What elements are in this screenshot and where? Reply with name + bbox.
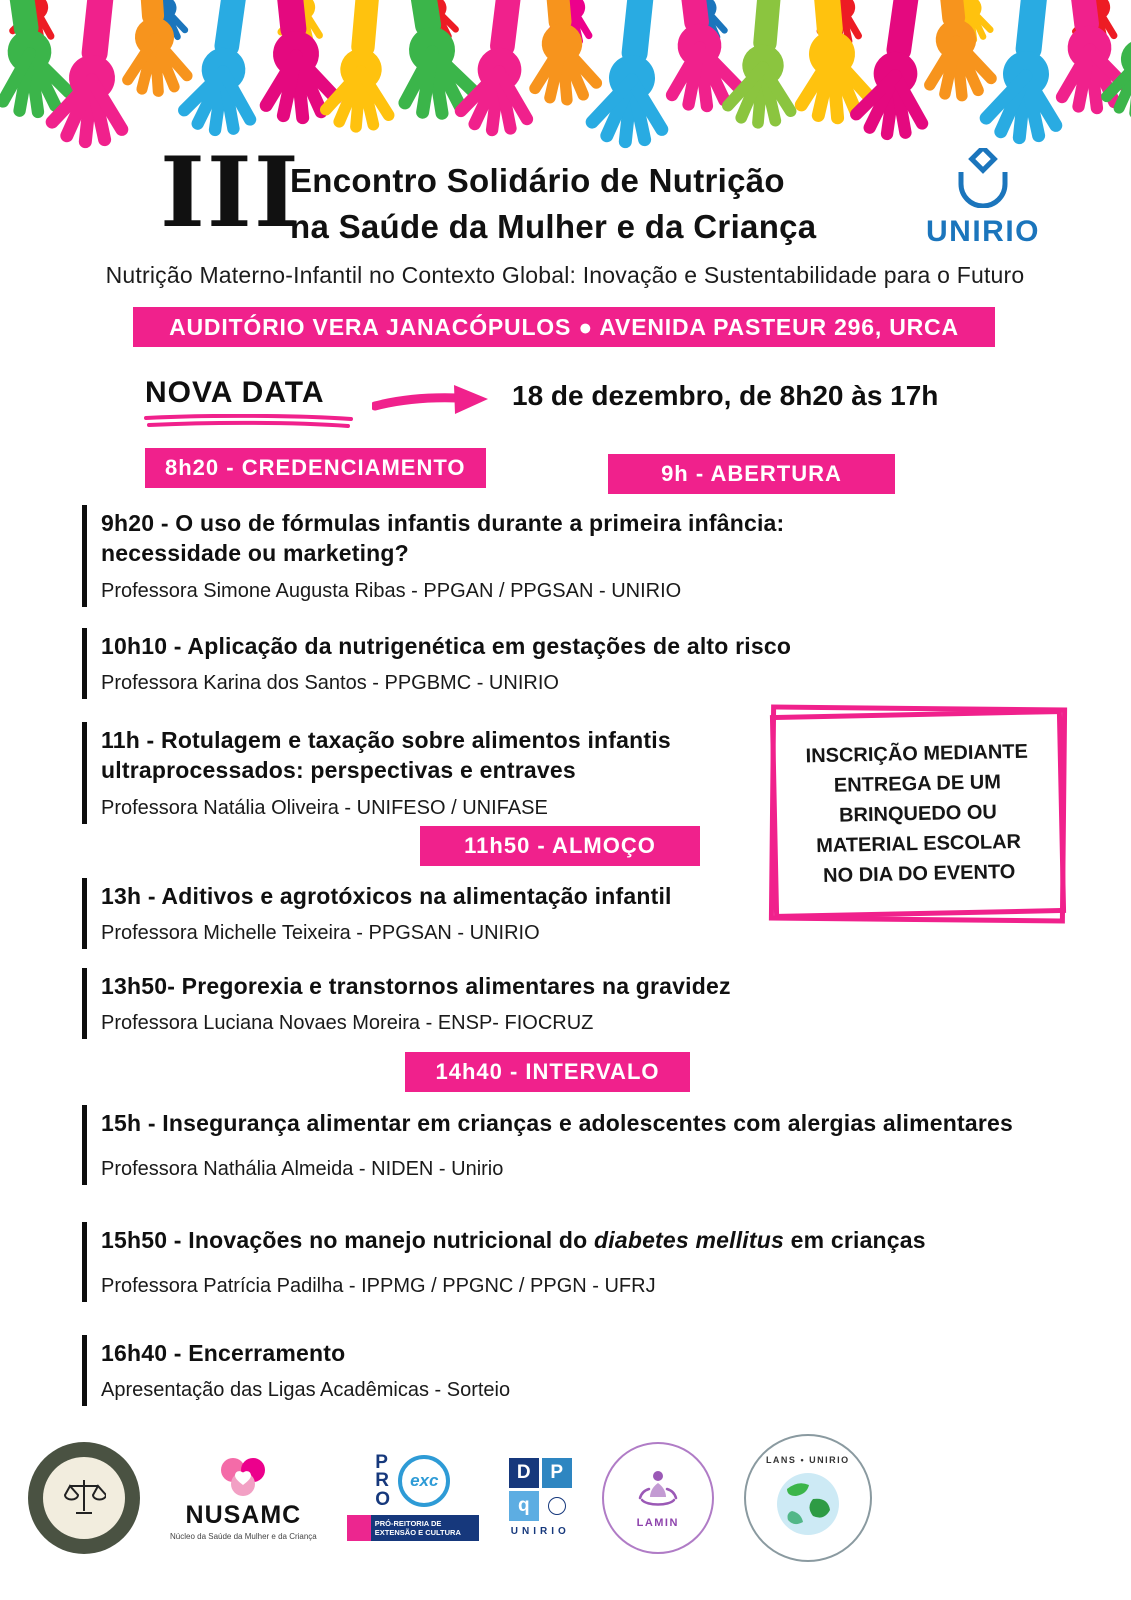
- event-title: [290, 158, 816, 249]
- event-subtitle: Nutrição Materno-Infantil no Contexto Global: Inovação e Sustentabilidade para o Futuro: [105, 262, 1025, 288]
- talk-speaker: Professora Nathália Almeida - NIDEN - Unirio: [101, 1158, 504, 1181]
- talk-title: 10h10 - Aplicação da nutrigenética em gestações de alto risco: [101, 633, 792, 659]
- proexc-logo: [347, 1451, 479, 1542]
- event-date: 18 de dezembro, de 8h20 às 17h: [512, 380, 939, 411]
- proexc-caption: PRÓ-REITORIA DE EXTENSÃO E CULTURA: [374, 1519, 461, 1538]
- badge-credenciamento: 8h20 - CREDENCIAMENTO: [145, 448, 486, 488]
- talk-speaker: Professora Natália Oliveira - UNIFESO / UNIFASE: [101, 796, 548, 819]
- proexc-circle-icon: exc: [398, 1455, 450, 1507]
- schedule-item-13h50: [82, 968, 1002, 1039]
- talk-speaker: Professora Luciana Novaes Moreira - ENSP- FIOCRUZ: [101, 1012, 594, 1035]
- dpq-squares: [509, 1458, 572, 1521]
- title-suffix: em crianças: [784, 1227, 926, 1253]
- note-line: BRINQUEDO OU: [838, 801, 998, 827]
- talk-title: [101, 1225, 1042, 1255]
- schedule-item-10h10: [82, 628, 1002, 699]
- dpq-square-p: P: [542, 1458, 572, 1488]
- arrow-right-icon: [372, 382, 490, 418]
- badge-abertura: 9h - ABERTURA: [608, 454, 895, 494]
- talk-speaker: Professora Simone Augusta Ribas - PPGAN / PPGSAN - UNIRIO: [101, 579, 682, 602]
- talk-speaker: Professora Michelle Teixeira - PPGSAN - UNIRIO: [101, 922, 540, 945]
- escola-nutricao-emblem: [43, 1457, 125, 1539]
- lotus-figure-icon: [634, 1466, 682, 1514]
- note-line: INSCRIÇÃO MEDIANTE: [805, 740, 1029, 768]
- unirio-logo: [908, 148, 1058, 249]
- lans-label: LANS • UNIRIO: [765, 1454, 850, 1465]
- unirio-logo-text: UNIRIO: [926, 215, 1040, 248]
- proexc-caption-bar: [347, 1515, 479, 1541]
- flower-icon: [216, 1455, 270, 1499]
- schedule-item-15h50: [82, 1222, 1042, 1302]
- earth-icon: [771, 1467, 845, 1541]
- dpq-caption: UNIRIO: [510, 1526, 570, 1537]
- lamin-logo: [602, 1442, 714, 1554]
- schedule-item-15h: [82, 1105, 1087, 1185]
- lamin-label: LAMIN: [636, 1517, 679, 1529]
- title-prefix: 15h50 - Inovações no manejo nutricional do: [101, 1227, 594, 1253]
- nusamc-label: NUSAMC: [185, 1500, 302, 1529]
- dpq-square-d: D: [509, 1458, 539, 1488]
- underline-decoration: [143, 414, 355, 430]
- partner-logos-row: [28, 1425, 888, 1570]
- badge-intervalo: 14h40 - INTERVALO: [405, 1052, 690, 1092]
- lans-logo: [744, 1434, 872, 1562]
- talk-title: 9h20 - O uso de fórmulas infantis durante a primeira infância: necessidade ou marketing?: [101, 510, 785, 567]
- schedule-item-9h20: [82, 505, 857, 607]
- proexc-pink-block: [347, 1515, 371, 1541]
- schedule-item-13h: [82, 878, 1002, 949]
- event-title-line2: na Saúde da Mulher e da Criança: [290, 207, 817, 245]
- dpq-logo: [509, 1458, 572, 1537]
- schedule-item-11h: [82, 722, 717, 824]
- proexc-pro-text: PRO: [375, 1451, 391, 1510]
- scales-icon: [62, 1476, 106, 1520]
- note-line: ENTREGA DE UM: [833, 771, 1002, 797]
- event-title-line1: Encontro Solidário de Nutrição: [290, 162, 785, 199]
- talk-title: 13h - Aditivos e agrotóxicos na alimentação infantil: [101, 883, 672, 909]
- escola-nutricao-logo: [28, 1442, 140, 1554]
- edition-numeral: III: [160, 136, 301, 249]
- dpq-crest-icon: [548, 1497, 566, 1515]
- new-date-label: NOVA DATA: [145, 376, 325, 409]
- venue-banner: AUDITÓRIO VERA JANACÓPULOS ● AVENIDA PASTEUR 296, URCA: [133, 307, 995, 347]
- note-line: NO DIA DO EVENTO: [822, 860, 1016, 887]
- raised-hands-banner: [0, 0, 1131, 150]
- talk-speaker: Professora Patrícia Padilha - IPPMG / PPGNC / PPGN - UFRJ: [101, 1275, 656, 1298]
- title-italic: diabetes mellitus: [593, 1227, 785, 1253]
- nusamc-caption: Núcleo da Saúde da Mulher e da Criança: [170, 1531, 317, 1541]
- unirio-emblem-icon: [948, 148, 1018, 208]
- note-line: MATERIAL ESCOLAR: [815, 830, 1022, 858]
- talk-title: 11h - Rotulagem e taxação sobre alimentos infantis ultraprocessados: perspectivas e entraves: [101, 727, 671, 784]
- talk-speaker: Professora Karina dos Santos - PPGBMC - UNIRIO: [101, 672, 559, 695]
- talk-speaker: Apresentação das Ligas Acadêmicas - Sorteio: [101, 1379, 511, 1402]
- nusamc-logo: [170, 1455, 317, 1541]
- badge-almoco: 11h50 - ALMOÇO: [420, 826, 700, 866]
- talk-title: 15h - Insegurança alimentar em crianças e adolescentes com alergias alimentares: [101, 1110, 1013, 1136]
- talk-title: 16h40 - Encerramento: [101, 1340, 346, 1366]
- schedule-item-16h40: [82, 1335, 782, 1406]
- talk-title: 13h50- Pregorexia e transtornos alimentares na gravidez: [101, 973, 731, 999]
- dpq-square-q: q: [509, 1491, 539, 1521]
